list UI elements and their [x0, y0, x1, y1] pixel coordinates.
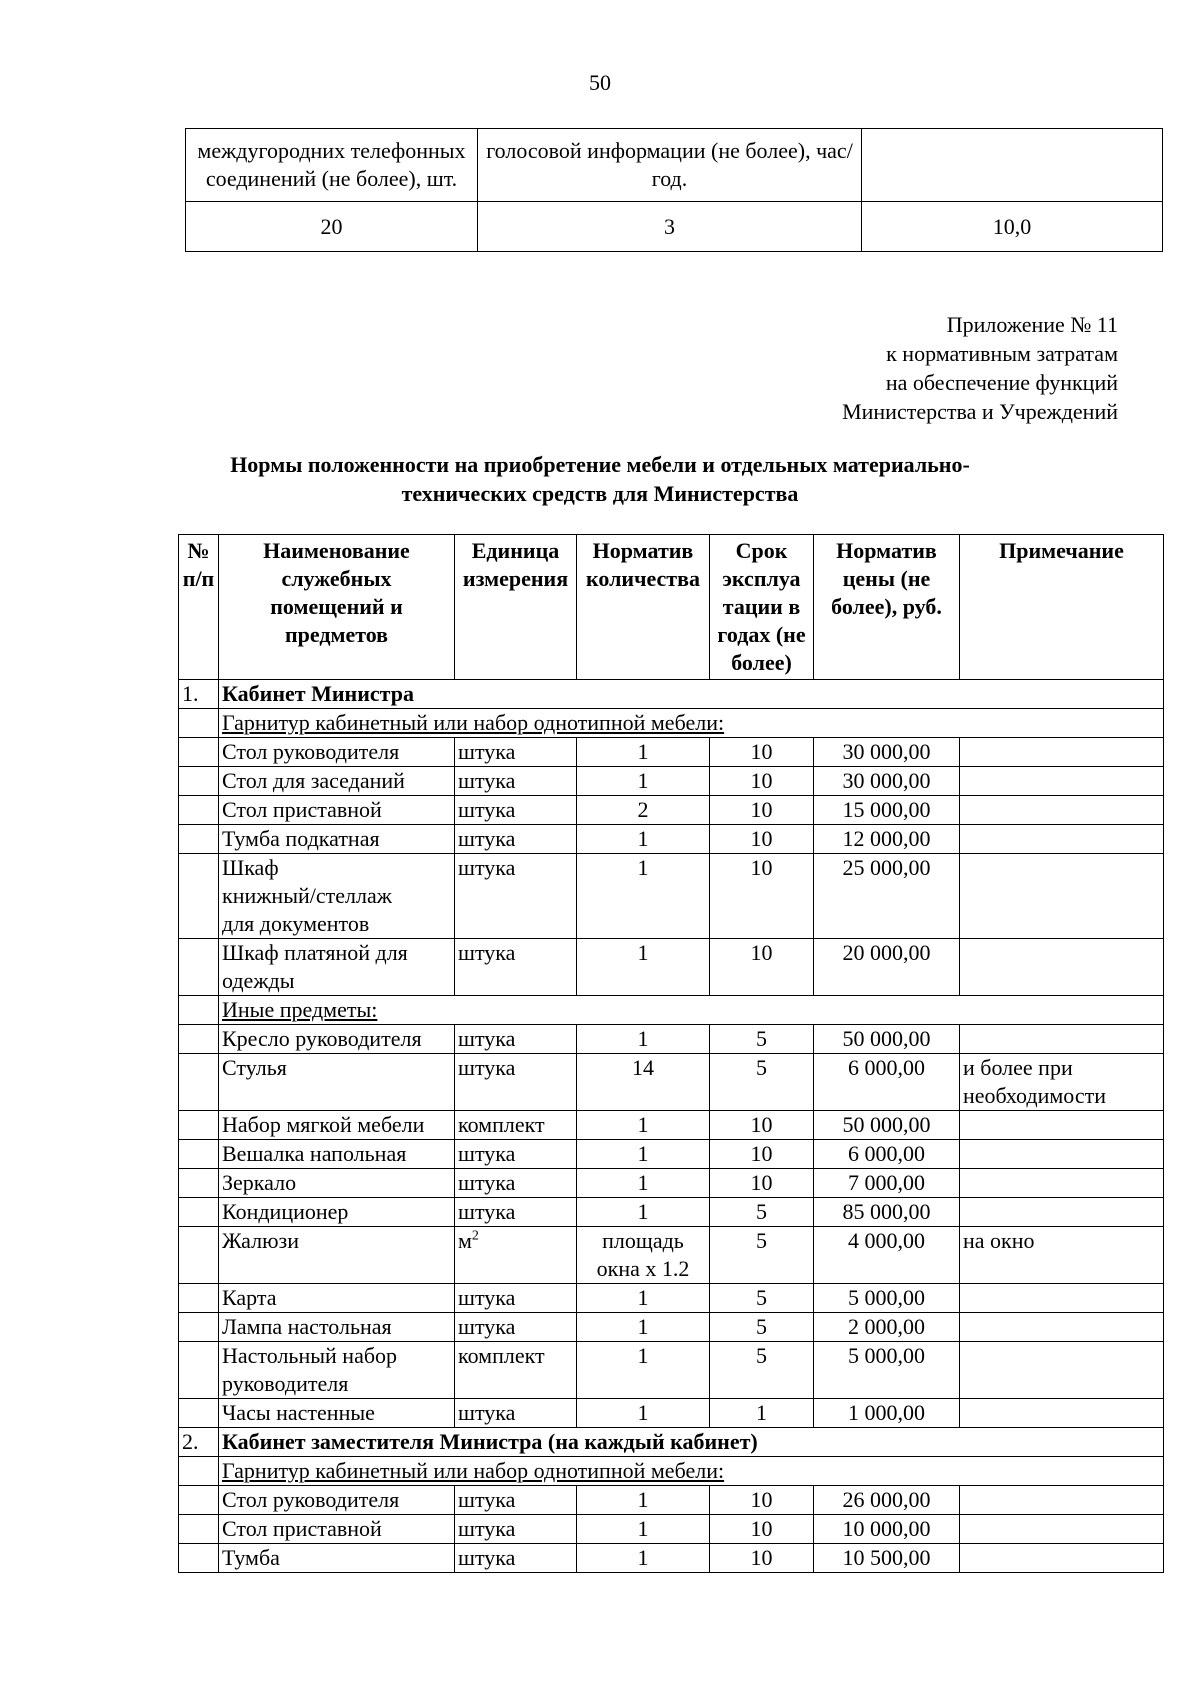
item-note: на окно	[960, 1227, 1164, 1284]
item-term: 10	[710, 825, 814, 854]
item-name: Шкаф платяной для одежды	[219, 939, 455, 996]
item-qty: 1	[577, 1399, 710, 1428]
item-qty: 1	[577, 1169, 710, 1198]
empty-cell	[179, 1486, 219, 1515]
item-price: 25 000,00	[814, 854, 960, 939]
item-unit: $м^2$	[455, 1227, 577, 1284]
item-unit: комплект	[455, 1342, 577, 1399]
item-note	[960, 738, 1164, 767]
empty-cell	[179, 1198, 219, 1227]
item-qty: 1	[577, 1486, 710, 1515]
item-term: 5	[710, 1284, 814, 1313]
item-name: Шкаф книжный/стеллаж для документов	[219, 854, 455, 939]
empty-cell	[179, 796, 219, 825]
table-row	[179, 825, 1164, 854]
item-unit: штука	[455, 1515, 577, 1544]
table-row	[179, 738, 1164, 767]
section-row	[179, 1428, 1164, 1457]
empty-cell	[179, 1025, 219, 1054]
item-term: 5	[710, 1198, 814, 1227]
item-qty: 1	[577, 1111, 710, 1140]
item-unit: комплект	[455, 1111, 577, 1140]
table-header-row	[179, 535, 1164, 680]
item-name: Настольный набор руководителя	[219, 1342, 455, 1399]
item-term: 5	[710, 1025, 814, 1054]
empty-cell	[179, 854, 219, 939]
header-num: № п/п	[179, 535, 219, 680]
item-qty: 1	[577, 738, 710, 767]
item-term: 5	[710, 1054, 814, 1111]
header-note: Примечание	[960, 535, 1164, 680]
empty-cell	[179, 1284, 219, 1313]
section-number: 1.	[179, 680, 219, 709]
item-name: Стол для заседаний	[219, 767, 455, 796]
item-note	[960, 1284, 1164, 1313]
empty-cell	[179, 1111, 219, 1140]
item-name: Зеркало	[219, 1169, 455, 1198]
empty-cell	[179, 1515, 219, 1544]
empty-cell	[179, 1457, 219, 1486]
page-number: 50	[589, 70, 611, 95]
item-price: 7 000,00	[814, 1169, 960, 1198]
empty-cell	[179, 825, 219, 854]
item-unit: штука	[455, 1284, 577, 1313]
empty-cell	[179, 1227, 219, 1284]
empty-cell	[179, 1140, 219, 1169]
item-qty: 1	[577, 854, 710, 939]
item-term: 1	[710, 1399, 814, 1428]
table-row	[179, 1140, 1164, 1169]
empty-cell	[179, 1342, 219, 1399]
item-unit: штука	[455, 1544, 577, 1573]
group-row	[179, 1457, 1164, 1486]
section-number: 2.	[179, 1428, 219, 1457]
table-row	[179, 939, 1164, 996]
empty-cell	[179, 1054, 219, 1111]
table-row	[179, 1515, 1164, 1544]
item-note	[960, 1399, 1164, 1428]
item-price: 10 500,00	[814, 1544, 960, 1573]
item-qty: 1	[577, 1025, 710, 1054]
section-title: Кабинет заместителя Министра (на каждый кабинет)	[219, 1428, 1164, 1457]
group-title: Гарнитур кабинетный или набор однотипной мебели:	[219, 709, 1164, 738]
item-name: Стол руководителя	[219, 738, 455, 767]
item-price: 30 000,00	[814, 738, 960, 767]
item-term: 10	[710, 1140, 814, 1169]
table-row	[179, 1313, 1164, 1342]
item-name: Лампа настольная	[219, 1313, 455, 1342]
value-cell: 20	[186, 202, 478, 252]
item-name: Кондиционер	[219, 1198, 455, 1227]
item-note: и более при необходимости	[960, 1054, 1164, 1111]
item-price: 6 000,00	[814, 1140, 960, 1169]
item-qty: 1	[577, 825, 710, 854]
item-note	[960, 825, 1164, 854]
table-row	[179, 1025, 1164, 1054]
item-unit: штука	[455, 1054, 577, 1111]
item-price: 50 000,00	[814, 1025, 960, 1054]
item-term: 10	[710, 1544, 814, 1573]
item-term: 10	[710, 1515, 814, 1544]
item-qty: 1	[577, 1342, 710, 1399]
item-unit: штука	[455, 796, 577, 825]
item-term: 5	[710, 1342, 814, 1399]
table-row	[179, 1544, 1164, 1573]
item-name: Стол руководителя	[219, 1486, 455, 1515]
group-row	[179, 996, 1164, 1025]
item-qty: 1	[577, 1284, 710, 1313]
table-row	[179, 1169, 1164, 1198]
item-note	[960, 939, 1164, 996]
empty-cell	[179, 1313, 219, 1342]
item-note	[960, 1140, 1164, 1169]
item-note	[960, 1342, 1164, 1399]
empty-cell	[179, 767, 219, 796]
table-row	[179, 1399, 1164, 1428]
item-name: Вешалка напольная	[219, 1140, 455, 1169]
item-term: 10	[710, 767, 814, 796]
item-note	[960, 1313, 1164, 1342]
group-title: Гарнитур кабинетный или набор однотипной мебели:	[219, 1457, 1164, 1486]
item-qty: 1	[577, 1544, 710, 1573]
item-price: 2 000,00	[814, 1313, 960, 1342]
item-unit: штука	[455, 825, 577, 854]
item-note	[960, 796, 1164, 825]
item-qty: 2	[577, 796, 710, 825]
item-unit: штука	[455, 939, 577, 996]
group-title: Иные предметы:	[219, 996, 1164, 1025]
item-qty: 1	[577, 1198, 710, 1227]
empty-cell	[179, 939, 219, 996]
title-line: технических средств для Министерства	[401, 481, 799, 506]
item-price: 4 000,00	[814, 1227, 960, 1284]
header-qty: Норматив количества	[577, 535, 710, 680]
item-qty: 1	[577, 1140, 710, 1169]
empty-cell	[179, 1544, 219, 1573]
item-note	[960, 1486, 1164, 1515]
item-price: 26 000,00	[814, 1486, 960, 1515]
table-row	[179, 1284, 1164, 1313]
item-price: 6 000,00	[814, 1054, 960, 1111]
item-qty: площадь окна х 1.2	[577, 1227, 710, 1284]
item-name: Стол приставной	[219, 1515, 455, 1544]
item-note	[960, 1111, 1164, 1140]
item-note	[960, 1169, 1164, 1198]
table-row	[179, 767, 1164, 796]
empty-cell	[179, 738, 219, 767]
header-term: Срок эксплуа тации в годах (не более)	[710, 535, 814, 680]
item-qty: 14	[577, 1054, 710, 1111]
item-price: 50 000,00	[814, 1111, 960, 1140]
item-term: 10	[710, 1486, 814, 1515]
table-row	[179, 1054, 1164, 1111]
item-term: 10	[710, 939, 814, 996]
continuation-header-row	[186, 129, 1163, 202]
item-term: 5	[710, 1313, 814, 1342]
item-unit: штука	[455, 1025, 577, 1054]
item-unit: штука	[455, 767, 577, 796]
item-name: Тумба подкатная	[219, 825, 455, 854]
table-row	[179, 1198, 1164, 1227]
item-qty: 1	[577, 939, 710, 996]
empty-cell	[179, 1169, 219, 1198]
value-cell: 10,0	[862, 202, 1163, 252]
item-price: 15 000,00	[814, 796, 960, 825]
section-title: Кабинет Министра	[219, 680, 1164, 709]
item-term: 10	[710, 796, 814, 825]
item-term: 5	[710, 1227, 814, 1284]
item-price: 5 000,00	[814, 1342, 960, 1399]
item-name: Стол приставной	[219, 796, 455, 825]
appendix-line: к нормативным затратам	[886, 341, 1118, 366]
item-qty: 1	[577, 1313, 710, 1342]
item-price: 1 000,00	[814, 1399, 960, 1428]
item-note	[960, 1515, 1164, 1544]
item-note	[960, 1198, 1164, 1227]
section-row	[179, 680, 1164, 709]
header-price: Норматив цены (не более), руб.	[814, 535, 960, 680]
item-name: Карта	[219, 1284, 455, 1313]
header-unit: Единица измерения	[455, 535, 577, 680]
item-note	[960, 854, 1164, 939]
appendix-line: Министерства и Учреждений	[842, 399, 1118, 424]
item-price: 10 000,00	[814, 1515, 960, 1544]
item-name: Тумба	[219, 1544, 455, 1573]
table-body	[179, 680, 1164, 1573]
continuation-table	[185, 128, 1163, 252]
item-price: 85 000,00	[814, 1198, 960, 1227]
item-qty: 1	[577, 767, 710, 796]
table-row	[179, 796, 1164, 825]
header-name: Наименование служебных помещений и предметов	[219, 535, 455, 680]
title-line: Нормы положенности на приобретение мебели и отдельных материально-	[230, 452, 970, 477]
empty-cell	[179, 996, 219, 1025]
header-cell: голосовой информации (не более), час/год.	[478, 129, 862, 202]
item-term: 10	[710, 1111, 814, 1140]
item-unit: штука	[455, 1169, 577, 1198]
group-row	[179, 709, 1164, 738]
table-row	[179, 1227, 1164, 1284]
item-price: 30 000,00	[814, 767, 960, 796]
norms-table	[178, 534, 1164, 1573]
item-name: Стулья	[219, 1054, 455, 1111]
item-term: 10	[710, 738, 814, 767]
item-unit: штука	[455, 1486, 577, 1515]
table-row	[179, 1342, 1164, 1399]
item-price: 20 000,00	[814, 939, 960, 996]
table-row	[179, 1486, 1164, 1515]
table-row	[179, 854, 1164, 939]
item-unit: штука	[455, 1140, 577, 1169]
appendix-line: Приложение № 11	[946, 312, 1118, 337]
empty-cell	[179, 709, 219, 738]
item-note	[960, 1544, 1164, 1573]
item-price: 12 000,00	[814, 825, 960, 854]
value-cell: 3	[478, 202, 862, 252]
item-name: Жалюзи	[219, 1227, 455, 1284]
item-name: Кресло руководителя	[219, 1025, 455, 1054]
item-qty: 1	[577, 1515, 710, 1544]
item-note	[960, 1025, 1164, 1054]
item-term: 10	[710, 854, 814, 939]
empty-cell	[179, 1399, 219, 1428]
appendix-line: на обеспечение функций	[885, 370, 1118, 395]
continuation-value-row	[186, 202, 1163, 252]
item-name: Набор мягкой мебели	[219, 1111, 455, 1140]
item-name: Часы настенные	[219, 1399, 455, 1428]
item-note	[960, 767, 1164, 796]
item-unit: штука	[455, 1198, 577, 1227]
item-unit: штука	[455, 854, 577, 939]
table-row	[179, 1111, 1164, 1140]
document-title	[0, 450, 1200, 508]
header-cell: междугородних телефонных соединений (не более), шт.	[186, 129, 478, 202]
appendix-block	[842, 310, 1118, 426]
item-price: 5 000,00	[814, 1284, 960, 1313]
item-unit: штука	[455, 1399, 577, 1428]
item-unit: штука	[455, 738, 577, 767]
item-unit: штука	[455, 1313, 577, 1342]
item-term: 10	[710, 1169, 814, 1198]
header-cell	[862, 129, 1163, 202]
